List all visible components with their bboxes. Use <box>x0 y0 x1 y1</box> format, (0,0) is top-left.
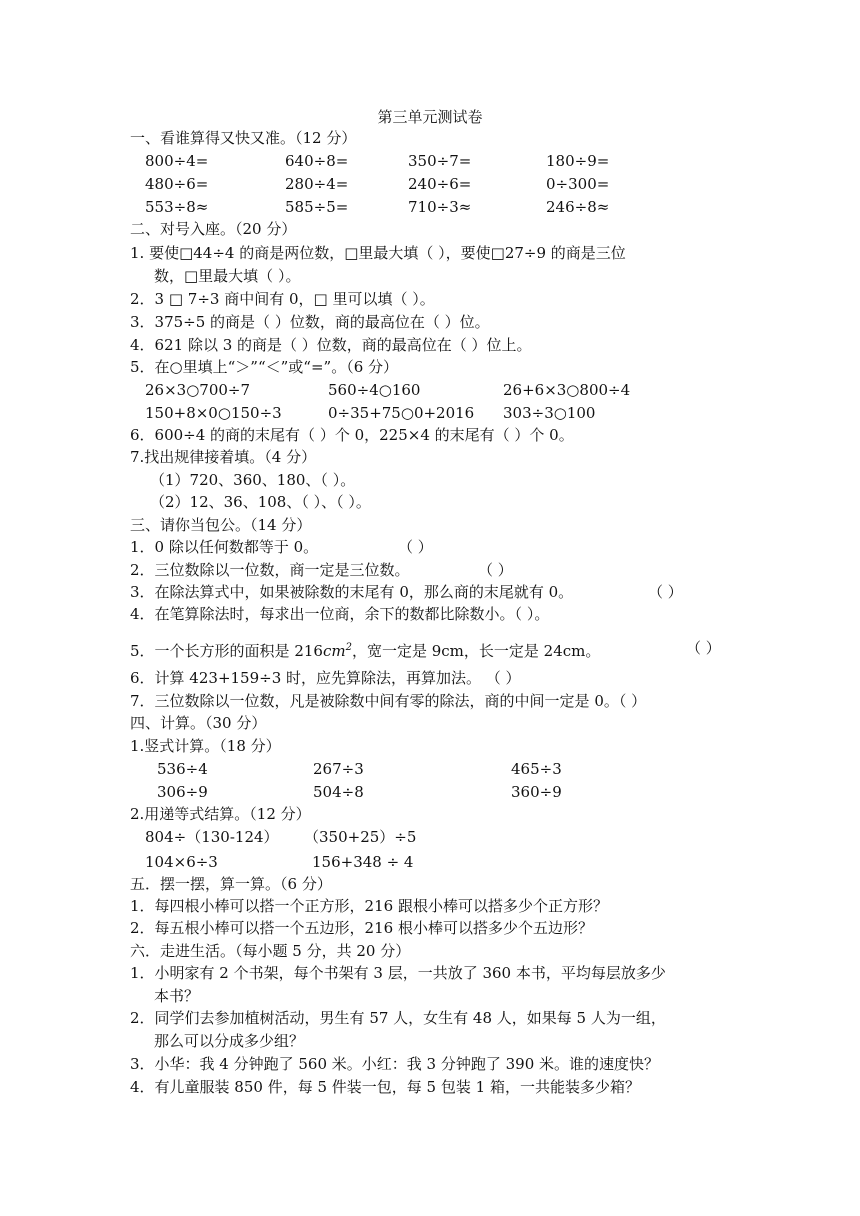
section-1-heading: 一、看谁算得又快又准。（12 分） <box>130 129 357 147</box>
question-line: （1）720、360、180、（ ）。 <box>150 471 356 489</box>
question-line: 4．621 除以 3 的商是（ ）位数，商的最高位在（ ）位上。 <box>130 336 532 354</box>
question-line: 3．小华：我 4 分钟跑了 560 米。小红：我 3 分钟跑了 390 米。谁的速度快？ <box>130 1055 660 1073</box>
calc-item: 267÷3 <box>313 760 364 778</box>
calc-item: 240÷6= <box>408 175 472 193</box>
area-unit: $cm^2$ <box>322 642 352 660</box>
calc-item: 360÷9 <box>511 783 562 801</box>
subheading: 1.竖式计算。（18 分） <box>130 737 281 755</box>
section-4-heading: 四、计算。（30 分） <box>130 714 267 732</box>
calc-item: 553÷8≈ <box>145 198 209 216</box>
question-line: 5．在○里填上“＞”“＜”或“=”。（6 分） <box>130 358 399 376</box>
calc-item: 480÷6= <box>145 175 209 193</box>
calc-item: 280÷4= <box>285 175 349 193</box>
question-line: 6．600÷4 的商的末尾有（ ）个 0，225×4 的末尾有（ ）个 0。 <box>130 426 574 444</box>
calc-item: 800÷4= <box>145 152 209 170</box>
question-line: 4．有儿童服装 850 件，每 5 件装一包，每 5 包装 1 箱，一共能装多少箱？ <box>130 1078 640 1096</box>
compare-item: 26+6×3○800÷4 <box>503 381 631 399</box>
calc-item: 504÷8 <box>313 783 364 801</box>
question-line: 6．计算 423+159÷3 时，应先算除法，再算加法。 （ ） <box>130 669 521 687</box>
question-line: 7.找出规律接着填。（4 分） <box>130 448 317 466</box>
compare-item: 303÷3○100 <box>503 404 596 422</box>
answer-paren: （ ） <box>686 639 721 657</box>
answer-paren: （ ） <box>648 583 683 601</box>
question-line: 数，□里最大填（ ）。 <box>154 267 301 285</box>
calc-item: 0÷300= <box>546 175 610 193</box>
section-3-heading: 三、请你当包公。（14 分） <box>130 516 312 534</box>
compare-item: 560÷4○160 <box>328 381 421 399</box>
question-line: 7．三位数除以一位数，凡是被除数中间有零的除法，商的中间一定是 0。（ ） <box>130 692 647 710</box>
calc-item: 350÷7= <box>408 152 472 170</box>
calc-item: 804÷（130-124） <box>145 828 279 846</box>
subheading: 2.用递等式结算。（12 分） <box>130 805 311 823</box>
calc-item: 246÷8≈ <box>546 198 610 216</box>
question-line: 那么可以分成多少组？ <box>154 1032 305 1050</box>
page-title: 第三单元测试卷 <box>377 108 483 126</box>
compare-item: 26×3○700÷7 <box>145 381 251 399</box>
question-line: 本书？ <box>154 987 200 1005</box>
question-line: 2．同学们去参加植树活动，男生有 57 人，女生有 48 人，如果每 5 人为一组， <box>130 1009 666 1027</box>
calc-item: 465÷3 <box>511 760 562 778</box>
section-5-heading: 五．摆一摆，算一算。（6 分） <box>130 875 332 893</box>
question-line: 5．一个长方形的面积是 $216cm^2$，宽一定是 9cm，长一定是 24cm。 <box>130 642 601 660</box>
question-line: 1．小明家有 2 个书架，每个书架有 3 层，一共放了 360 本书，平均每层放多少 <box>130 964 666 982</box>
question-line: 2．三位数除以一位数，商一定是三位数。 <box>130 561 410 579</box>
calc-item: 710÷3≈ <box>408 198 472 216</box>
question-line: 1．0 除以任何数都等于 0。 <box>130 538 319 556</box>
compare-item: 150+8×0○150÷3 <box>145 404 282 422</box>
calc-item: （350+25）÷5 <box>304 828 417 846</box>
calc-item: 180÷9= <box>546 152 610 170</box>
calc-item: 104×6÷3 <box>145 853 218 871</box>
calc-item: 156+348 ÷ 4 <box>312 853 414 871</box>
question-line: 3．在除法算式中，如果被除数的末尾有 0，那么商的末尾就有 0。 <box>130 583 574 601</box>
question-line: 3．375÷5 的商是（ ）位数，商的最高位在（ ）位。 <box>130 313 490 331</box>
question-line: 2．每五根小棒可以搭一个五边形，216 根小棒可以搭多少个五边形？ <box>130 919 593 937</box>
calc-item: 585÷5= <box>285 198 349 216</box>
calc-item: 536÷4 <box>157 760 208 778</box>
question-line: 1．每四根小棒可以搭一个正方形，216 跟根小棒可以搭多少个正方形？ <box>130 897 608 915</box>
calc-item: 640÷8= <box>285 152 349 170</box>
calc-item: 306÷9 <box>157 783 208 801</box>
question-line: （2）12、36、108、（ ）、（ ）。 <box>150 493 371 511</box>
answer-paren: （ ） <box>478 561 513 579</box>
question-line: 4．在笔算除法时，每求出一位商，余下的数都比除数小。（ ）。 <box>130 605 550 623</box>
section-2-heading: 二、对号入座。（20 分） <box>130 220 297 238</box>
answer-paren: （ ） <box>398 538 433 556</box>
question-line: 2．3 □ 7÷3 商中间有 0，□ 里可以填（ ）。 <box>130 290 435 308</box>
section-6-heading: 六．走进生活。（每小题 5 分，共 20 分） <box>130 942 411 960</box>
question-line: 1. 要使□44÷4 的商是两位数，□里最大填（ ），要使□27÷9 的商是三位 <box>130 244 626 262</box>
compare-item: 0÷35+75○0+2016 <box>328 404 475 422</box>
